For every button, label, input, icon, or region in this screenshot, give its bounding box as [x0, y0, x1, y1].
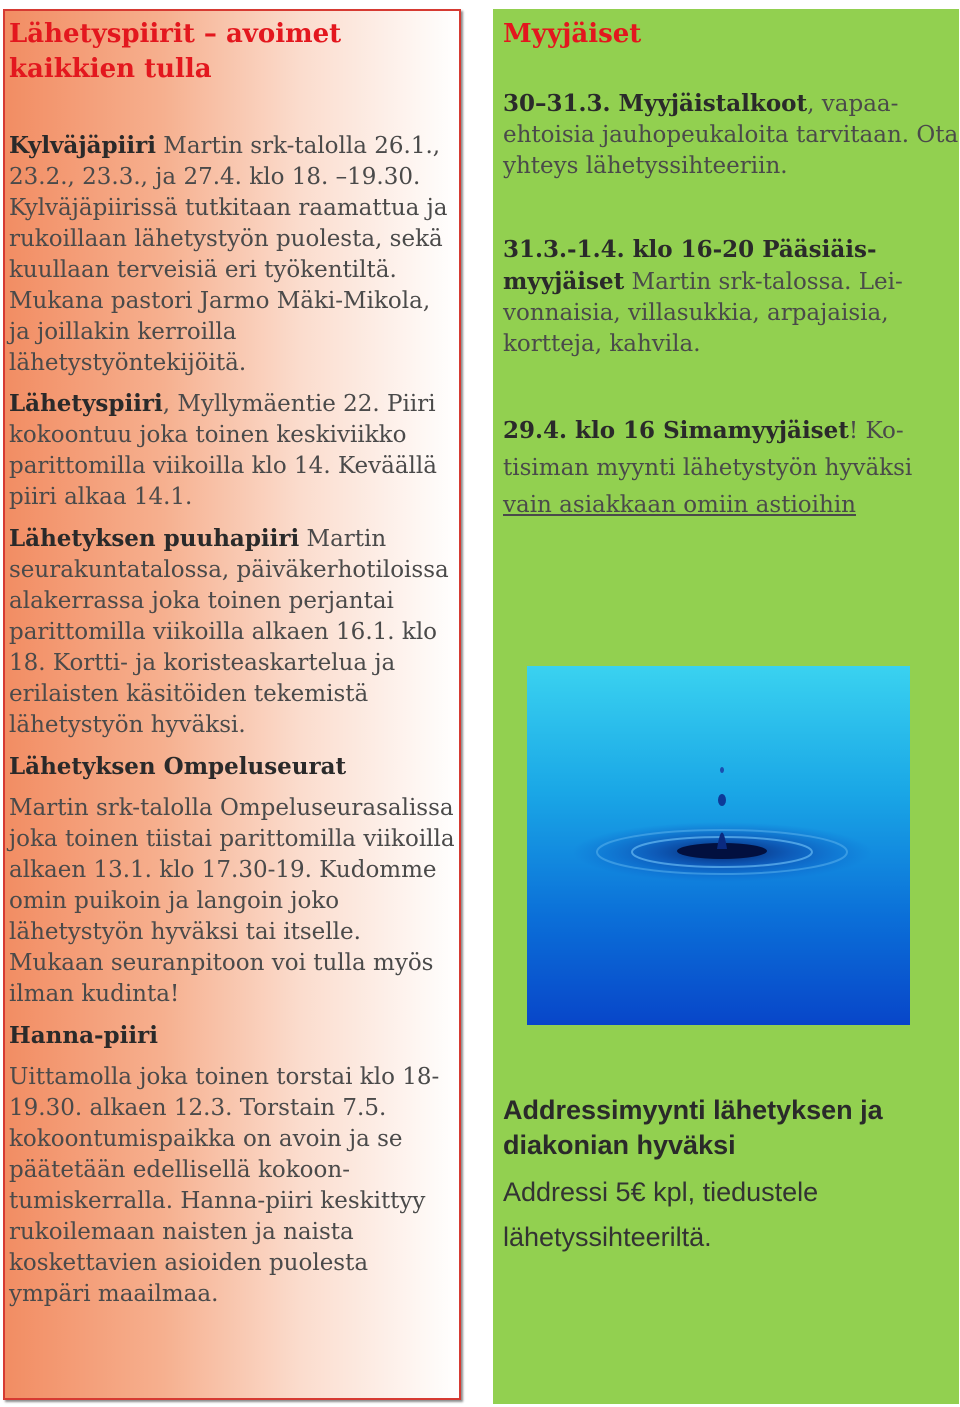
paasiais-text: Martin srk-talossa. Leivonnaisia, villasukkia, arpajaisia, kortteja, kahvila.	[503, 269, 903, 357]
kylvajapiiri-text: Martin srk-talolla 26.1., 23.2., 23.3., ja 27.4. klo 18. –19.30. Kylväjäpiirissä tutkitaan raamattua ja rukoillaan lähetystyön puolesta, sekä kuullaan terveisiä eri työkentiltä. Mukana pastori Jarmo Mäki-Mikola, ja joillakin kerroilla lähetystyöntekijöitä.	[9, 133, 448, 376]
puuhapiiri-paragraph	[9, 523, 455, 741]
address-sales-title: Addressimyynti lähetyksen ja diakonian hyväksi	[503, 1095, 883, 1160]
hanna-heading	[9, 1020, 455, 1052]
lahetyspiiri-paragraph	[9, 388, 455, 513]
lahetyspiiri-name: Lähetyspiiri	[9, 390, 163, 417]
puuhapiiri-text: Martin seurakuntatalossa, päiväkerhotiloissa alakerrassa joka toinen perjantai parittomilla viikoilla alkaen 16.1. klo 18. Kortti- ja koristeaskartelua ja erilaisten käsitöiden tekemistä lähetystyön hyväksi.	[9, 526, 449, 738]
right-title: Myyjäiset	[503, 19, 642, 49]
sima-name: 29.4. klo 16 Simamyyjäiset	[503, 417, 849, 444]
ompeluseurat-text: Martin srk-talolla Ompeluseurasalissa joka toinen tiistai parittomilla viikoilla alkaen 13.1. klo 17.30-19. Kudomme omin puikoin ja langoin joko lähetystyön hyväksi tai itselle. Mukaan seuranpitoon voi tulla myös ilman kudinta!	[9, 795, 455, 1007]
sima-text: ! Kotisiman myynti lähetystyön hyväksi	[503, 418, 913, 481]
ompeluseurat-name: Lähetyksen Ompeluseurat	[9, 753, 347, 780]
paasiais-paragraph	[503, 234, 959, 360]
left-title: Lähetyspiirit – avoimet kaikkien tulla	[9, 19, 342, 84]
puuhapiiri-name: Lähetyksen puuhapiiri	[9, 525, 300, 552]
hanna-text: Uittamolla joka toinen torstai klo 18-19.30. alkaen 12.3. Torstain 7.5. kokoontumispaikka on avoin ja se päätetään edellisellä kokoontumiskerralla. Hanna-piiri keskittyy rukoilemaan naisten ja naista koskettavien asioiden puolesta ympäri maailmaa.	[9, 1064, 440, 1307]
talkoot-text: , vapaaehtoisia jauhopeukaloita tarvitaan. Ota yhteys lähetyssihteeriin.	[503, 91, 959, 179]
sima-paragraph	[503, 412, 959, 524]
kylvajapiiri-paragraph	[9, 130, 455, 379]
talkoot-paragraph	[503, 88, 959, 182]
kylvajapiiri-name: Kylväjäpiiri	[9, 132, 156, 159]
water-drop-icon	[527, 666, 910, 1025]
water-drop-image	[527, 666, 910, 1025]
lahetyspiiri-text: , Myllymäentie 22. Piiri kokoontuu joka toinen keskiviikko parittomilla viikoilla klo 14. Keväällä piiri alkaa 14.1.	[9, 391, 437, 510]
talkoot-name: 30–31.3. Myyjäistalkoot	[503, 90, 808, 117]
address-sales-text: Addressi 5€ kpl, tiedustele lähetyssihteeriltä.	[503, 1177, 819, 1252]
hanna-name: Hanna-piiri	[9, 1022, 158, 1049]
left-panel	[3, 9, 461, 1400]
paasiais-name: 31.3.-1.4. klo 16-20 Pääsiäismyyjäiset	[503, 236, 877, 295]
ompeluseurat-heading	[9, 751, 455, 783]
sima-underlined: vain asiakkaan omiin astioihin	[503, 492, 856, 518]
